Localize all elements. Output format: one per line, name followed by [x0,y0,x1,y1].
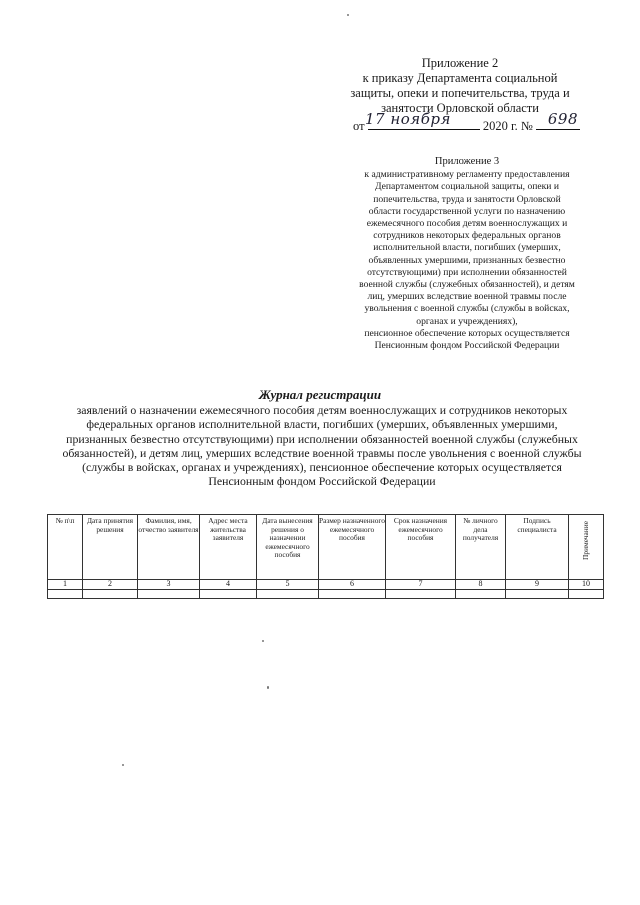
table-cell [456,590,506,599]
appendix-3-line: сотрудников некоторых федеральных органов [373,230,561,242]
appendix-3-line: Департаментом социальной защиты, опеки и [375,181,559,193]
table-cell [319,590,386,599]
column-number: 5 [257,580,319,590]
column-number: 7 [386,580,456,590]
appendix-3-line: к административному регламенту предоставления [364,169,570,181]
appendix-3-line: пенсионное обеспечение которых осуществляется [364,327,570,339]
journal-subtitle-line: заявлений о назначении ежемесячного пособия детям военнослужащих и сотрудников некоторых [76,403,568,417]
journal-subtitle-line: обязанностей), и детям лиц, умерших вследствие военной травмы после увольнения с военной службы [62,445,582,460]
column-header: Размер назначенного ежемесячного пособия [319,515,386,580]
column-header: Подпись специалиста [506,515,569,580]
table-cell [138,590,200,599]
appendix-3-title: Приложение 3 [434,156,500,167]
appendix-3-line: ежемесячного пособия детям военнослужащих и [366,218,568,230]
journal-subtitle-line: (службы в войсках, органах и учреждениях), пенсионное обеспечение которых осуществляется [82,460,562,475]
appendix-2-line: к приказу Департамента социальной [362,71,558,85]
table-cell [83,590,138,599]
appendix-3-line: Пенсионным фондом Российской Федерации [374,340,560,352]
column-number: 10 [569,580,604,590]
appendix-2-line: защиты, опеки и попечительства, труда и [350,86,570,100]
year-number-label: 2020 г. № [482,119,533,133]
scan-speck [347,14,349,16]
table-cell [257,590,319,599]
scan-speck [122,764,124,766]
appendix-3-line: увольнения с военной службы (службы в войсках, [364,303,570,315]
appendix-3-line: исполнительной власти, погибших (умерших, [373,242,561,254]
journal-subtitle-line: признанных безвестно отсутствующими) при исполнении обязанностей военной службы (служебных [66,431,578,446]
column-number: 1 [48,580,83,590]
table-cell [569,590,604,599]
registration-journal-table [47,514,604,599]
column-header-note: Примечание [580,521,590,560]
appendix-3-line: объявленных умершими, признанных безвестно [368,254,566,266]
scan-speck [262,640,264,642]
column-number: 3 [138,580,200,590]
handwritten-date: 17 ноября [365,110,451,128]
handwritten-number: 698 [547,110,578,128]
appendix-2-title: Приложение 2 [421,56,499,70]
journal-subtitle-line: федеральных органов исполнительной власти, погибших (умерших, объявленных умершими, [86,417,558,432]
appendix-2-line: занятости Орловской области [381,101,539,115]
table-cell [200,590,257,599]
table-cell [506,590,569,599]
table-cell [48,590,83,599]
column-header-vertical [569,515,604,580]
appendix-3-line: отсутствующими) при исполнении обязанностей [367,266,567,278]
table-cell [386,590,456,599]
scan-speck [267,686,269,689]
column-header: Срок назначения ежемесячного пособия [386,515,456,580]
appendix-3-block [332,156,602,352]
column-header: Дата принятия решения [83,515,138,580]
appendix-3-line: органах и учреждениях), [416,315,518,327]
column-header: Дата вынесения решения о назначении ежемесячного пособия [257,515,319,580]
appendix-3-line: лиц, умерших вследствие военной травмы после [367,291,567,303]
table-header-row [48,515,604,580]
appendix-2-block [340,56,580,134]
table-row [48,590,604,599]
from-label: от [353,119,365,133]
appendix-3-line: области государственной услуги по назначению [368,205,566,217]
column-header: № п\п [48,515,83,580]
column-header: № личного дела получателя [456,515,506,580]
column-number-row [48,580,604,590]
journal-title: Журнал регистрации [258,387,382,402]
journal-subtitle-line: Пенсионным фондом Российской Федерации [208,474,436,489]
appendix-3-line: попечительства, труда и занятости Орловской [373,193,561,205]
column-number: 2 [83,580,138,590]
journal-subtitle [40,403,604,489]
column-header: Адрес места жительства заявителя [200,515,257,580]
appendix-3-line: военной службы (служебных обязанностей), и детям [359,279,575,291]
column-number: 6 [319,580,386,590]
column-number: 9 [506,580,569,590]
column-number: 4 [200,580,257,590]
column-header: Фамилия, имя, отчество заявителя [138,515,200,580]
order-date-number-line [340,110,580,134]
column-number: 8 [456,580,506,590]
